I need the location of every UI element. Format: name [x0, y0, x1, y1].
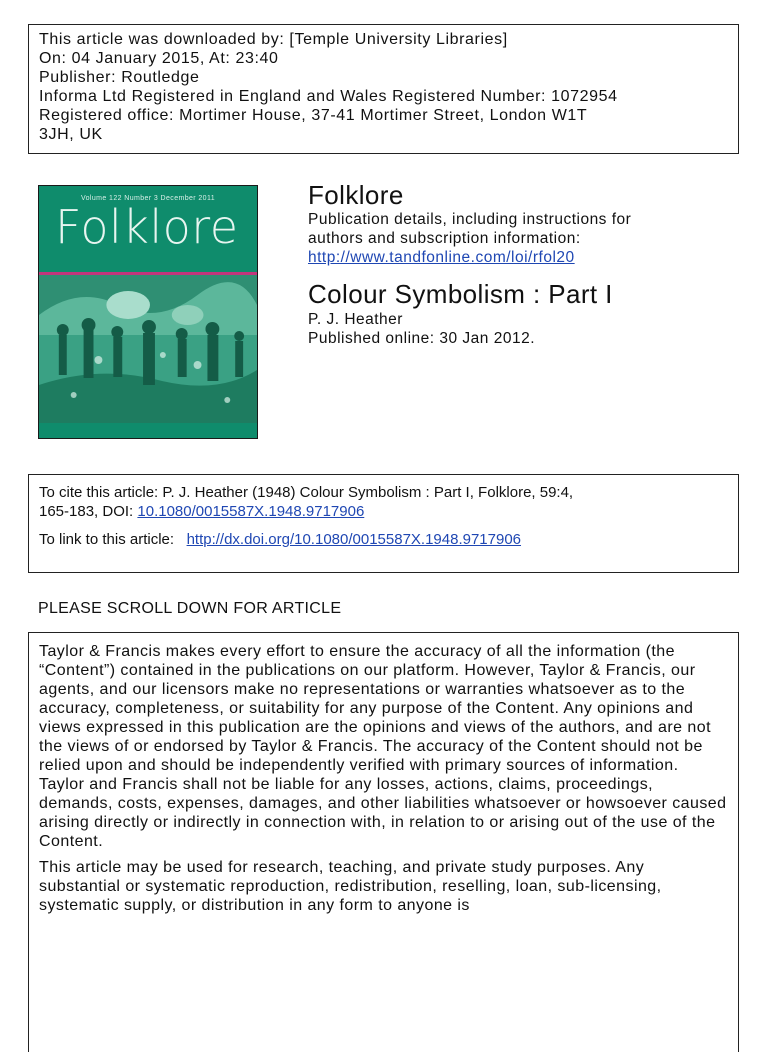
details-text-line2: authors and subscription information: [308, 230, 581, 247]
article-author: P. J. Heather [308, 311, 403, 328]
disclaimer-paragraph-2: This article may be used for research, teaching, and private study purposes. Any substantial or systematic reproduction, redistribution, reselling, loan, sub-licensing, systematic supply, or distribution in any form to anyone is [39, 859, 662, 914]
office-line: Registered office: Mortimer House, 37-41 Mortimer Street, London W1T [39, 107, 588, 124]
cover-issue-line: Volume 122 Number 3 December 2011 [80, 195, 216, 202]
publication-details [308, 180, 728, 348]
published-date: Published online: 30 Jan 2012. [308, 330, 535, 347]
cover-illustration [39, 275, 257, 423]
office-line-cont: 3JH, UK [39, 126, 103, 143]
download-date-line: On: 04 January 2015, At: 23:40 [39, 50, 279, 67]
cover-masthead: Folklore [55, 200, 239, 254]
download-line: This article was downloaded by: [Temple University Libraries] [39, 31, 508, 48]
disclaimer-box [28, 632, 739, 1052]
publisher-line: Publisher: Routledge [39, 69, 200, 86]
registration-line: Informa Ltd Registered in England and Wales Registered Number: 1072954 [39, 88, 618, 105]
citation-box [28, 474, 739, 573]
doi-link[interactable]: 10.1080/0015587X.1948.9717906 [137, 503, 365, 520]
cite-pages: 165-183, DOI: [39, 503, 138, 520]
details-text-line1: Publication details, including instructions for [308, 211, 632, 228]
disclaimer-paragraph-1: Taylor & Francis makes every effort to ensure the accuracy of all the information (the “Content”) contained in the publications on our platform. However, Taylor & Francis, our agents, and our licensors make no representations or warranties whatsoever as to the accuracy, completeness, or suitability for any purpose of the Content. Any opinions and views expressed in this publication are the opinions and views of the authors, and are not the views of or endorsed by Taylor & Francis. The accuracy of the Content should not be relied upon and should be independently verified with primary sources of information. Taylor and Francis shall not be liable for any losses, actions, claims, proceedings, demands, costs, expenses, damages, and other liabilities whatsoever or howsoever caused arising directly or indirectly in connection with, in relation to or arising out of the use of the Content. [39, 643, 727, 850]
link-label: To link to this article: [39, 531, 183, 548]
journal-cover-image [38, 185, 258, 439]
article-doi-url-link[interactable]: http://dx.doi.org/10.1080/0015587X.1948.9717906 [186, 531, 522, 548]
download-info-box [28, 24, 739, 154]
scroll-notice: PLEASE SCROLL DOWN FOR ARTICLE [38, 600, 342, 617]
journal-url-link[interactable]: http://www.tandfonline.com/loi/rfol20 [308, 249, 575, 266]
article-title: Colour Symbolism : Part I [308, 279, 613, 309]
cite-text: To cite this article: P. J. Heather (1948) Colour Symbolism : Part I, Folklore, 59:4, [39, 484, 574, 501]
journal-title: Folklore [308, 180, 404, 210]
